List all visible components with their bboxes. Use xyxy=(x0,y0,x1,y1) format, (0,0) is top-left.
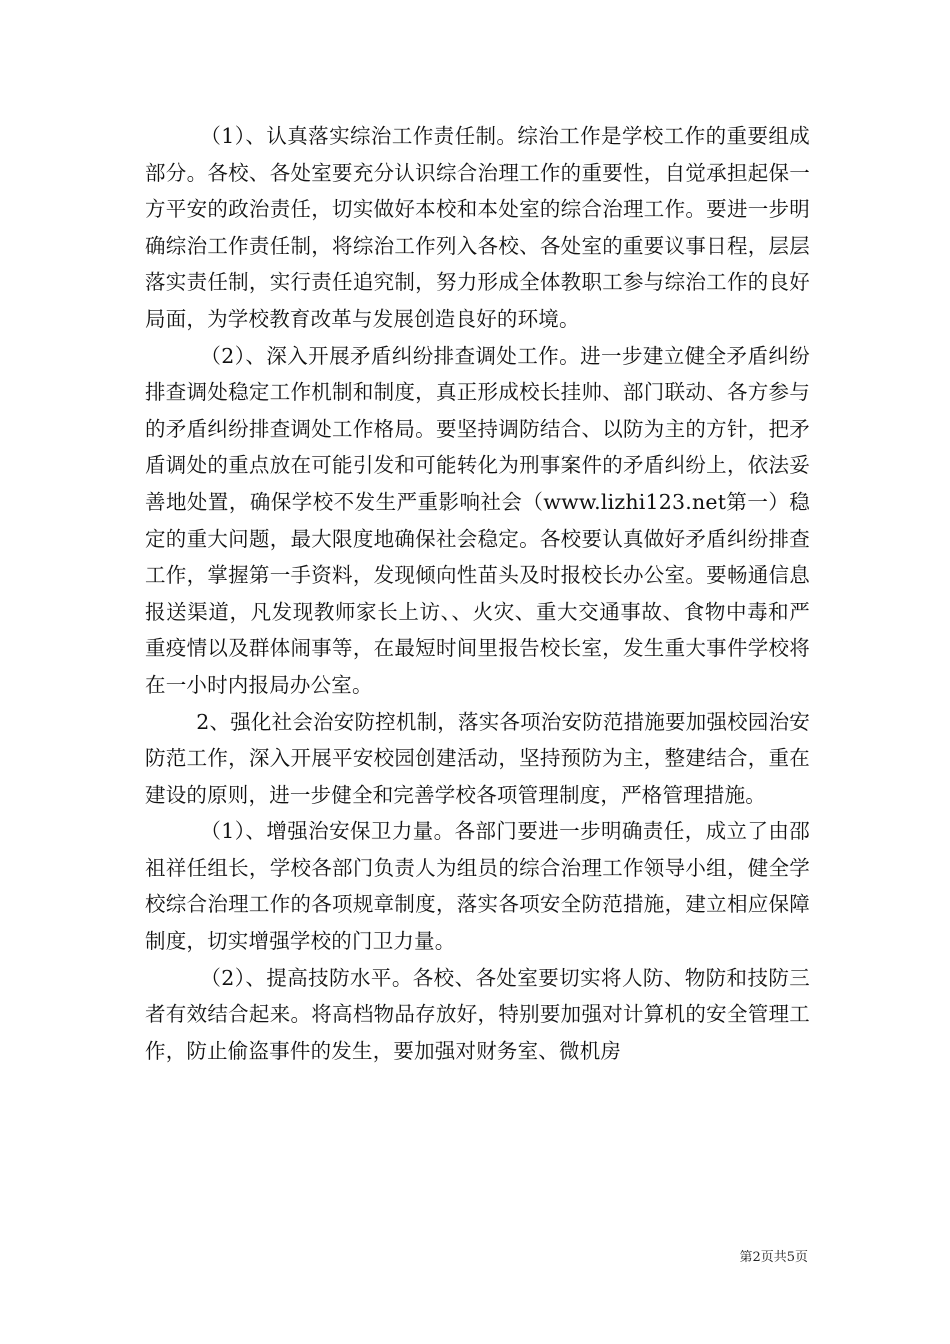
paragraph-4: （1）、增强治安保卫力量。各部门要进一步明确责任，成立了由邵祖祥任组长，学校各部门负责人为组员的综合治理工作领导小组，健全学校综合治理工作的各项规章制度，落实各项安全防范措施，建立相应保障制度，切实增强学校的门卫力量。 xyxy=(145,819,810,954)
document-body xyxy=(145,118,810,1069)
page-number-footer: 第2页共5页 xyxy=(739,1250,808,1265)
paragraph-2: （2）、深入开展矛盾纠纷排查调处工作。进一步建立健全矛盾纠纷排查调处稳定工作机制和制度，真正形成校长挂帅、部门联动、各方参与的矛盾纠纷排查调处工作格局。要坚持调防结合、以防为主的方针，把矛盾调处的重点放在可能引发和可能转化为刑事案件的矛盾纠纷上，依法妥善地处置，确保学校不发生严重影响社会（www.lizhi123.net第一）稳定的重大问题，最大限度地确保社会稳定。各校要认真做好矛盾纠纷排查工作，掌握第一手资料，发现倾向性苗头及时报校长办公室。要畅通信息报送渠道，凡发现教师家长上访、、火灾、重大交通事故、食物中毒和严重疫情以及群体闹事等，在最短时间里报告校长室，发生重大事件学校将在一小时内报局办公室。 xyxy=(145,343,810,697)
paragraph-3: 2、强化社会治安防控机制，落实各项治安防范措施要加强校园治安防范工作，深入开展平安校园创建活动，坚持预防为主，整建结合，重在建设的原则，进一步健全和完善学校各项管理制度，严格管理措施。 xyxy=(145,709,810,807)
paragraph-5: （2）、提高技防水平。各校、各处室要切实将人防、物防和技防三者有效结合起来。将高档物品存放好，特别要加强对计算机的安全管理工作，防止偷盗事件的发生，要加强对财务室、微机房 xyxy=(145,965,810,1063)
paragraph-1: （1）、认真落实综治工作责任制。综治工作是学校工作的重要组成部分。各校、各处室要充分认识综合治理工作的重要性，自觉承担起保一方平安的政治责任，切实做好本校和本处室的综合治理工作。要进一步明确综治工作责任制，将综治工作列入各校、各处室的重要议事日程，层层落实责任制，实行责任追究制，努力形成全体教职工参与综治工作的良好局面，为学校教育改革与发展创造良好的环境。 xyxy=(145,124,810,331)
